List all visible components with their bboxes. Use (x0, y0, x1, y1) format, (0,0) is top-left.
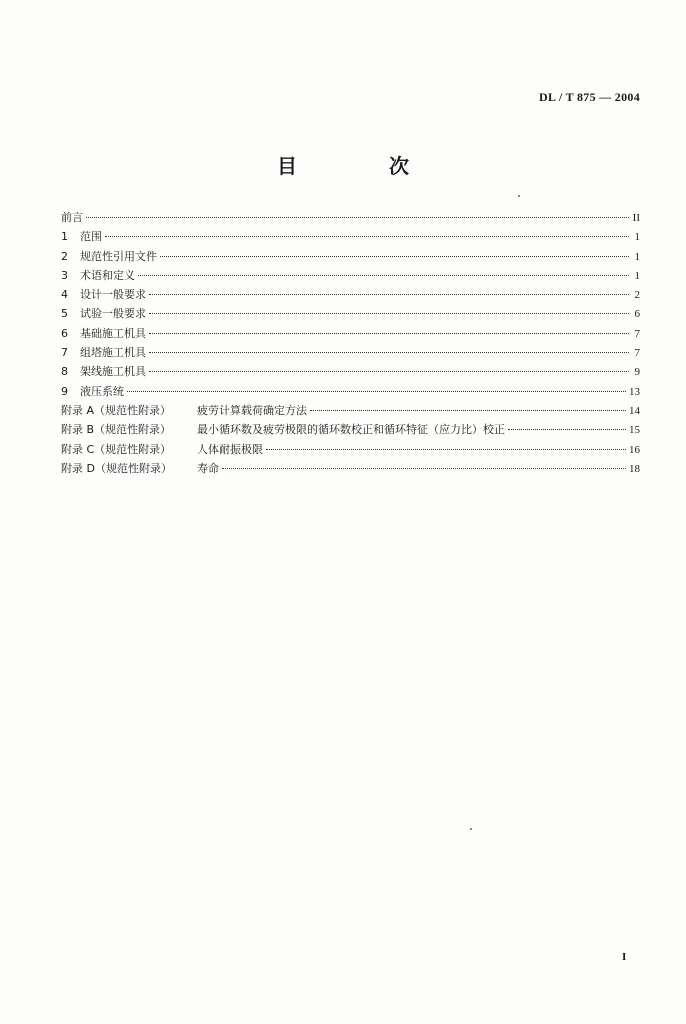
toc-entry-page: II (632, 212, 640, 224)
toc-entry-page: 14 (629, 404, 640, 417)
toc-entry-page: 15 (629, 424, 640, 437)
toc-annex-prefix: 附录 D（规范性附录） (61, 461, 172, 475)
toc-entry-number: 6 (61, 326, 68, 340)
toc-entry-label: 人体耐振极限 (197, 442, 263, 456)
toc-entry-page: 1 (634, 250, 640, 263)
leader-dots (127, 387, 626, 392)
leader-dots (149, 367, 629, 372)
toc-entry-page: 7 (634, 347, 640, 360)
toc-entry-label: 规范性引用文件 (80, 249, 157, 263)
leader-dots (149, 329, 629, 334)
toc-entry-annex-d[interactable] (61, 460, 640, 479)
toc-entry-section-3[interactable] (61, 267, 640, 286)
toc-entry-page: 18 (629, 462, 640, 475)
toc-entry-label: 设计一般要求 (80, 288, 146, 302)
leader-dots (138, 271, 629, 276)
table-of-contents (61, 209, 640, 479)
scan-speck (470, 828, 472, 830)
toc-entry-label: 前言 (61, 211, 83, 224)
toc-entry-page: 2 (634, 289, 640, 302)
page-number: I (622, 951, 627, 963)
toc-entry-annex-b[interactable] (61, 421, 640, 440)
toc-entry-number: 9 (61, 384, 68, 398)
toc-entry-section-4[interactable] (61, 286, 640, 305)
toc-entry-page: 7 (634, 327, 640, 340)
toc-entry-number: 5 (61, 307, 68, 321)
leader-dots (149, 290, 629, 295)
toc-entry-section-9[interactable] (61, 383, 640, 402)
toc-entry-label: 术语和定义 (80, 268, 135, 282)
toc-entry-number: 1 (61, 230, 68, 244)
toc-entry-section-7[interactable] (61, 344, 640, 363)
toc-entry-page: 9 (634, 366, 640, 379)
toc-entry-section-6[interactable] (61, 325, 640, 344)
toc-entry-label: 最小循环数及疲劳极限的循环数校正和循环特征（应力比）校正 (197, 423, 505, 437)
leader-dots (149, 348, 629, 353)
toc-entry-label: 架线施工机具 (80, 365, 146, 379)
toc-entry-label: 寿命 (197, 461, 219, 475)
leader-dots (222, 464, 626, 469)
toc-entry-number: 3 (61, 268, 68, 282)
toc-entry-number: 4 (61, 288, 68, 302)
toc-entry-annex-c[interactable] (61, 441, 640, 460)
toc-entry-page: 16 (629, 443, 640, 456)
toc-entry-preface[interactable] (61, 209, 640, 228)
leader-dots (266, 445, 626, 450)
leader-dots (105, 232, 629, 237)
toc-entry-page: 1 (634, 231, 640, 244)
toc-entry-section-1[interactable] (61, 228, 640, 247)
toc-entry-number: 8 (61, 365, 68, 379)
toc-entry-page: 1 (634, 269, 640, 282)
toc-entry-label: 试验一般要求 (80, 307, 146, 321)
toc-entry-label: 液压系统 (80, 384, 124, 398)
scan-speck (518, 195, 520, 197)
toc-entry-section-5[interactable] (61, 305, 640, 324)
leader-dots (508, 425, 626, 430)
toc-entry-label: 基础施工机具 (80, 326, 146, 340)
toc-entry-section-2[interactable] (61, 248, 640, 267)
leader-dots (160, 252, 629, 257)
toc-entry-label: 疲劳计算载荷确定方法 (197, 403, 307, 417)
toc-annex-prefix: 附录 C（规范性附录） (61, 442, 172, 456)
toc-entry-label: 组塔施工机具 (80, 346, 146, 360)
leader-dots (310, 406, 626, 411)
toc-annex-prefix: 附录 A（规范性附录） (61, 403, 172, 417)
standard-code: DL / T 875 — 2004 (538, 90, 640, 104)
leader-dots (149, 309, 629, 314)
toc-entry-label: 范围 (80, 230, 102, 244)
leader-dots (86, 213, 629, 218)
toc-entry-page: 13 (629, 385, 640, 398)
toc-entry-number: 2 (61, 249, 68, 263)
toc-entry-page: 6 (634, 308, 640, 321)
toc-entry-number: 7 (61, 346, 68, 360)
toc-annex-prefix: 附录 B（规范性附录） (61, 423, 172, 437)
toc-entry-annex-a[interactable] (61, 402, 640, 421)
page-title: 目 次 (277, 154, 445, 178)
toc-entry-section-8[interactable] (61, 363, 640, 382)
